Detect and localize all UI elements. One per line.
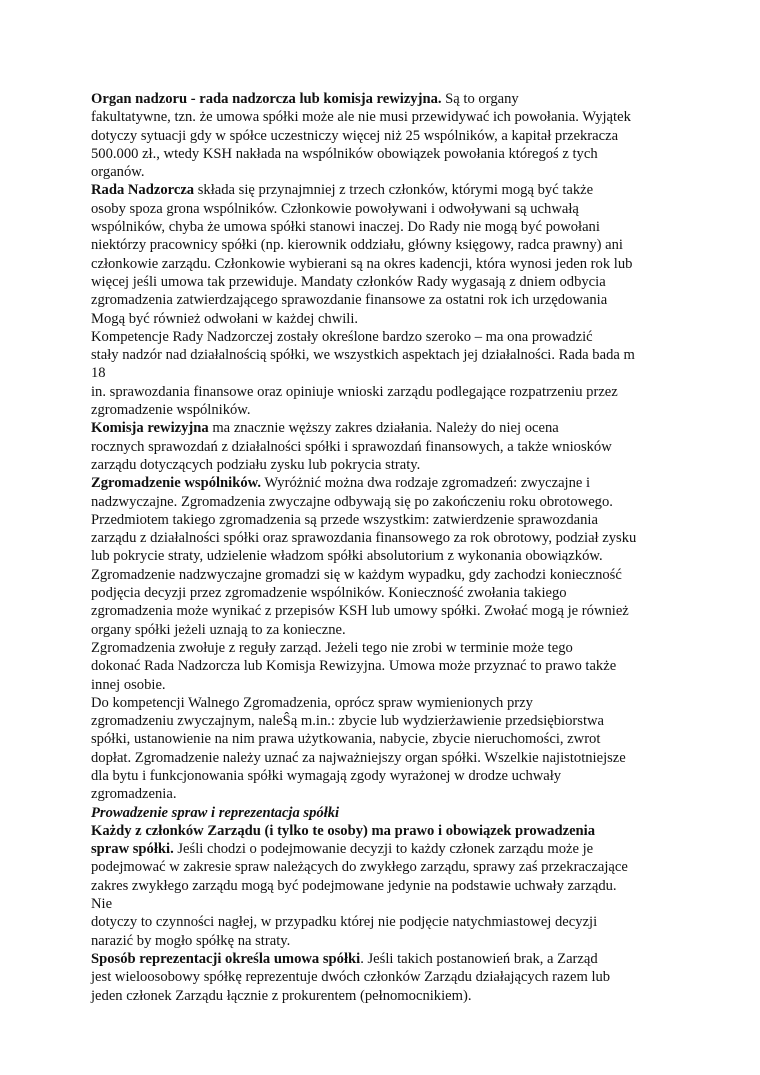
bold-phrase: Każdy z członków Zarządu (i tylko te osoby) ma prawo i obowiązek prowadzenia <box>91 822 596 839</box>
text-line <box>91 987 681 1005</box>
text-line <box>91 621 681 639</box>
line-text: dla bytu i funkcjonowania spółki wymagają zgody wyrażonej w drodze uchwały <box>91 767 562 784</box>
text-line <box>91 328 681 346</box>
text-line <box>91 767 681 785</box>
text-line <box>91 895 681 913</box>
line-text: Kompetencje Rady Nadzorczej zostały określone bardzo szeroko – ma ona prowadzić <box>91 328 593 345</box>
line-text: stały nadzór nad działalnością spółki, we wszystkich aspektach jej działalności. Rada bada m <box>91 347 635 364</box>
text-line <box>91 804 681 822</box>
line-text: podejmować w zakresie spraw należących do zwykłego zarządu, sprawy zaś przekraczające <box>91 859 628 876</box>
text-line <box>91 584 681 602</box>
line-text: zarządu z działalności spółki oraz sprawozdania finansowego za rok obrotowy, podział zysku <box>91 530 637 547</box>
section-heading: Prowadzenie spraw i reprezentacja spółki <box>91 804 340 821</box>
text-line <box>91 822 681 840</box>
text-line <box>91 694 681 712</box>
line-text: dopłat. Zgromadzenie należy uznać za najważniejszy organ spółki. Wszelkie najistotniejsze <box>91 749 626 766</box>
text-line <box>91 218 681 236</box>
line-text: Do kompetencji Walnego Zgromadzenia, oprócz spraw wymienionych przy <box>91 694 533 711</box>
line-text: organów. <box>91 164 145 181</box>
line-text: Jeśli chodzi o podejmowanie decyzji to każdy członek zarządu może je <box>173 841 594 858</box>
text-line <box>91 712 681 730</box>
text-line <box>91 913 681 931</box>
text-line <box>91 255 681 273</box>
text-line <box>91 730 681 748</box>
line-text: Nie <box>91 896 113 913</box>
bold-phrase: Sposób reprezentacji określa umowa spółki <box>91 950 361 967</box>
text-line <box>91 273 681 291</box>
text-line <box>91 529 681 547</box>
text-line <box>91 639 681 657</box>
text-line <box>91 127 681 145</box>
line-text: ma znacznie węższy zakres działania. Należy do niej ocena <box>208 420 559 437</box>
text-line <box>91 145 681 163</box>
line-text: in. sprawozdania finansowe oraz opiniuje wnioski zarządu podlegające rozpatrzeniu przez <box>91 383 618 400</box>
text-line <box>91 181 681 199</box>
line-text: innej osobie. <box>91 676 166 693</box>
text-line <box>91 474 681 492</box>
line-text: zarządu dotyczących podziału zysku lub pokrycia straty. <box>91 456 421 473</box>
line-text: dotyczy to czynności nagłej, w przypadku której nie podjęcie natychmiastowej decyzji <box>91 914 598 931</box>
line-text: zgromadzenia. <box>91 786 177 803</box>
line-text: lub pokrycie straty, udzielenie władzom spółki absolutorium z wykonania obowiązków. <box>91 548 603 565</box>
text-line <box>91 456 681 474</box>
line-text: Zgromadzenie nadzwyczajne gromadzi się w każdym wypadku, gdy zachodzi konieczność <box>91 566 622 583</box>
text-line <box>91 968 681 986</box>
text-line <box>91 785 681 803</box>
bold-phrase: spraw spółki. <box>91 841 174 858</box>
line-text: jest wieloosobowy spółkę reprezentuje dwóch członków Zarządu działających razem lub <box>91 969 611 986</box>
line-text: Wyróżnić można dwa rodzaje zgromadzeń: zwyczajne i <box>261 475 591 492</box>
text-line <box>91 676 681 694</box>
line-text: zgromadzenia zatwierdzającego sprawozdanie finansowe za ostatni rok ich urzędowania <box>91 292 608 309</box>
text-line <box>91 493 681 511</box>
text-line <box>91 749 681 767</box>
line-text: Zgromadzenia zwołuje z reguły zarząd. Jeżeli tego nie zrobi w terminie może tego <box>91 639 573 656</box>
text-line <box>91 602 681 620</box>
text-line <box>91 932 681 950</box>
bold-phrase: Organ nadzoru - rada nadzorcza lub komisja rewizyjna. <box>91 91 442 107</box>
line-text: dokonać Rada Nadzorcza lub Komisja Rewizyjna. Umowa może przyznać to prawo także <box>91 658 617 675</box>
text-line <box>91 236 681 254</box>
bold-phrase: Rada Nadzorcza <box>91 182 195 199</box>
bold-phrase: Komisja rewizyjna <box>91 420 209 437</box>
text-line <box>91 200 681 218</box>
line-text: jeden członek Zarządu łącznie z prokurentem (pełnomocnikiem). <box>91 987 472 1004</box>
line-text: organy spółki jeżeli uznają to za konieczne. <box>91 621 346 638</box>
line-text: fakultatywne, tzn. że umowa spółki może ale nie musi przewidywać ich powołania. Wyjątek <box>91 109 631 126</box>
text-line <box>91 310 681 328</box>
line-text: nadzwyczajne. Zgromadzenia zwyczajne odbywają się po zakończeniu roku obrotowego. <box>91 493 613 510</box>
line-text: Są to organy <box>441 91 519 107</box>
text-line <box>91 840 681 858</box>
line-text: składa się przynajmniej z trzech członków, którymi mogą być także <box>194 182 594 199</box>
line-text: zgromadzenie wspólników. <box>91 402 251 419</box>
line-text: niektórzy pracownicy spółki (np. kierownik oddziału, główny księgowy, radca prawny) ani <box>91 237 623 254</box>
text-line <box>91 950 681 968</box>
text-line <box>91 383 681 401</box>
text-line <box>91 858 681 876</box>
document-page <box>91 90 681 1005</box>
line-text: spółki, ustanowienie na nim prawa użytkowania, nabycie, zbycie nieruchomości, zwrot <box>91 731 601 748</box>
line-text: Przedmiotem takiego zgromadzenia są przede wszystkim: zatwierdzenie sprawozdania <box>91 511 598 528</box>
line-text: członkowie zarządu. Członkowie wybierani są na okres kadencji, która wynosi jeden rok lub <box>91 255 633 272</box>
line-text: 18 <box>91 365 106 382</box>
line-text: podjęcia decyzji przez zgromadzenie wspólników. Konieczność zwołania takiego <box>91 585 567 602</box>
text-line <box>91 511 681 529</box>
text-line <box>91 657 681 675</box>
line-text: narazić by mogło spółkę na straty. <box>91 932 291 949</box>
line-text: zakres zwykłego zarządu mogą być podejmowane jedynie na podstawie uchwały zarządu. <box>91 877 617 894</box>
text-line <box>91 90 681 108</box>
bold-phrase: Zgromadzenie wspólników. <box>91 475 262 492</box>
text-line <box>91 877 681 895</box>
line-text: 500.000 zł., wtedy KSH nakłada na wspólników obowiązek powołania któregoś z tych <box>91 145 598 162</box>
line-text: więcej jeśli umowa tak przewiduje. Mandaty członków Rady wygasają z dniem odbycia <box>91 273 606 290</box>
line-text: zgromadzenia może wynikać z przepisów KSH lub umowy spółki. Zwołać mogą je również <box>91 603 629 620</box>
line-text: wspólników, chyba że umowa spółki stanowi inaczej. Do Rady nie mogą być powołani <box>91 219 600 236</box>
line-text: osoby spoza grona wspólników. Członkowie powoływani i odwoływani są uchwałą <box>91 200 579 217</box>
line-text: zgromadzeniu zwyczajnym, naleŜą m.in.: zbycie lub wydzierżawienie przedsiębiorstwa <box>91 713 605 730</box>
text-line <box>91 364 681 382</box>
text-line <box>91 566 681 584</box>
text-line <box>91 291 681 309</box>
text-line <box>91 108 681 126</box>
text-line <box>91 438 681 456</box>
line-text: . Jeśli takich postanowień brak, a Zarząd <box>360 950 598 967</box>
line-text: rocznych sprawozdań z działalności spółki i sprawozdań finansowych, a także wniosków <box>91 438 612 455</box>
text-line <box>91 547 681 565</box>
line-text: dotyczy sytuacji gdy w spółce uczestniczy więcej niż 25 wspólników, a kapitał przekracza <box>91 127 619 144</box>
text-line <box>91 419 681 437</box>
text-line <box>91 346 681 364</box>
text-line <box>91 401 681 419</box>
line-text: Mogą być również odwołani w każdej chwili. <box>91 310 359 327</box>
text-line <box>91 163 681 181</box>
